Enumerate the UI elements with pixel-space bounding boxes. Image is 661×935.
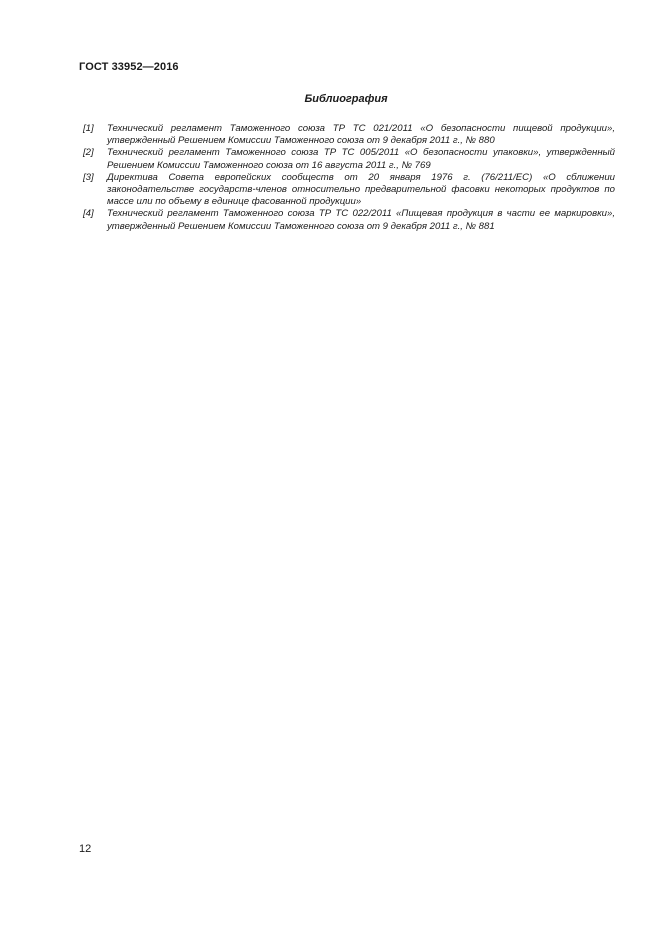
bibliography-entry-2 xyxy=(83,147,615,171)
bibliography-entry-number: [4] xyxy=(83,208,94,220)
page-number: 12 xyxy=(79,843,92,855)
bibliography-entry-1 xyxy=(83,123,615,147)
bibliography-title: Библиография xyxy=(304,93,388,105)
bibliography-entry-text: Технический регламент Таможенного союза ТР ТС 022/2011 «Пищевая продукция в части ее маркировки», утвержденный Решением Комиссии Таможенного союза от 9 декабря 2011 г., № 881 xyxy=(107,208,615,232)
bibliography-entry-3 xyxy=(83,172,615,209)
bibliography-list xyxy=(83,123,615,233)
bibliography-entry-4 xyxy=(83,208,615,232)
bibliography-entry-text: Технический регламент Таможенного союза ТР ТС 005/2011 «О безопасности упаковки», утвержденный Решением Комиссии Таможенного союза от 16 августа 2011 г., № 769 xyxy=(107,147,615,171)
bibliography-entry-number: [2] xyxy=(83,147,94,159)
bibliography-entry-text: Технический регламент Таможенного союза ТР ТС 021/2011 «О безопасности пищевой продукции», утвержденный Решением Комиссии Таможенного союза от 9 декабря 2011 г., № 880 xyxy=(107,123,615,147)
bibliography-entry-number: [1] xyxy=(83,123,94,134)
bibliography-entry-number: [3] xyxy=(83,171,94,183)
document-code-header: ГОСТ 33952—2016 xyxy=(79,61,179,73)
bibliography-entry-text: Директива Совета европейских сообществ от 20 января 1976 г. (76/211/ЕС) «О сближении законодательстве государств-членов относительно предварительной фасовки некоторых продуктов по массе или по объему в единице фасованной продукции» xyxy=(107,171,615,208)
